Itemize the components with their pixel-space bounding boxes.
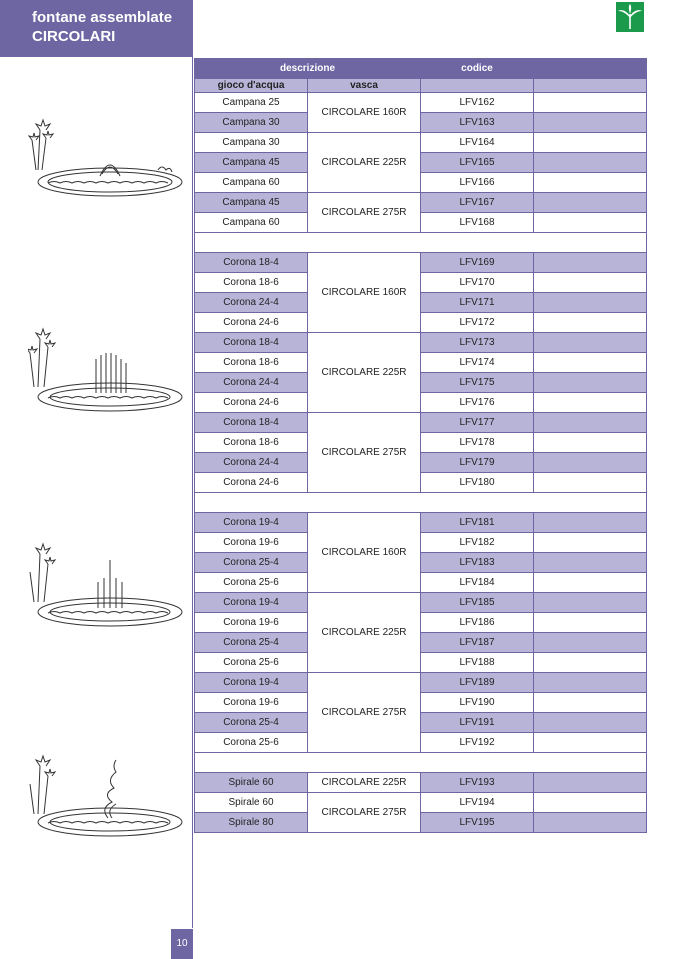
- codice-cell: LFV168: [421, 213, 534, 233]
- gioco-cell: Corona 19-6: [195, 613, 308, 633]
- table-row: [195, 553, 647, 573]
- gioco-cell: Corona 25-4: [195, 553, 308, 573]
- extra-cell: [534, 313, 647, 333]
- codice-cell: LFV187: [421, 633, 534, 653]
- codice-cell: LFV188: [421, 653, 534, 673]
- header-title: fontane assemblate: [32, 9, 173, 26]
- codice-cell: LFV167: [421, 193, 534, 213]
- gioco-cell: Corona 19-6: [195, 693, 308, 713]
- header-empty: [534, 59, 647, 79]
- spirale-fountain-illustration: [28, 752, 188, 842]
- extra-cell: [534, 373, 647, 393]
- gap-cell: [195, 233, 647, 253]
- vasca-cell: CIRCOLARE 225R: [308, 133, 421, 193]
- gioco-cell: Corona 19-6: [195, 533, 308, 553]
- table-row: [195, 133, 647, 153]
- vasca-cell: CIRCOLARE 160R: [308, 513, 421, 593]
- codice-cell: LFV176: [421, 393, 534, 413]
- vasca-cell: CIRCOLARE 225R: [308, 333, 421, 413]
- product-table: [194, 58, 647, 833]
- gioco-cell: Corona 25-6: [195, 573, 308, 593]
- codice-cell: LFV164: [421, 133, 534, 153]
- gioco-cell: Corona 18-4: [195, 333, 308, 353]
- brand-logo-icon: [616, 2, 644, 32]
- gioco-cell: Corona 24-6: [195, 393, 308, 413]
- table-header-row: [195, 59, 647, 79]
- gioco-cell: Corona 25-6: [195, 733, 308, 753]
- gap-cell: [195, 753, 647, 773]
- corona-fountain-illustration-2: [28, 542, 188, 632]
- codice-cell: LFV194: [421, 793, 534, 813]
- table-row: [195, 93, 647, 113]
- table-row: [195, 813, 647, 833]
- table-row: [195, 733, 647, 753]
- header-box: [0, 0, 193, 57]
- codice-cell: LFV163: [421, 113, 534, 133]
- extra-cell: [534, 133, 647, 153]
- extra-cell: [534, 553, 647, 573]
- vertical-rule: [192, 57, 193, 928]
- table-row: [195, 673, 647, 693]
- table-row: [195, 653, 647, 673]
- table-gap-row: [195, 493, 647, 513]
- extra-cell: [534, 693, 647, 713]
- table-row: [195, 393, 647, 413]
- codice-cell: LFV191: [421, 713, 534, 733]
- gioco-cell: Spirale 60: [195, 793, 308, 813]
- extra-cell: [534, 353, 647, 373]
- table-row: [195, 153, 647, 173]
- gioco-cell: Corona 25-4: [195, 633, 308, 653]
- gioco-cell: Corona 18-4: [195, 253, 308, 273]
- corona-fountain-illustration-1: [28, 325, 188, 415]
- table-row: [195, 533, 647, 553]
- table-row: [195, 173, 647, 193]
- vasca-cell: CIRCOLARE 225R: [308, 593, 421, 673]
- extra-cell: [534, 413, 647, 433]
- codice-cell: LFV181: [421, 513, 534, 533]
- header-descrizione: descrizione: [195, 59, 421, 79]
- table-row: [195, 633, 647, 653]
- codice-cell: LFV193: [421, 773, 534, 793]
- codice-cell: LFV173: [421, 333, 534, 353]
- extra-cell: [534, 673, 647, 693]
- table-row: [195, 773, 647, 793]
- table-row: [195, 353, 647, 373]
- gioco-cell: Campana 60: [195, 173, 308, 193]
- extra-cell: [534, 293, 647, 313]
- codice-cell: LFV190: [421, 693, 534, 713]
- extra-cell: [534, 813, 647, 833]
- vasca-cell: CIRCOLARE 275R: [308, 793, 421, 833]
- table-gap-row: [195, 233, 647, 253]
- table-row: [195, 273, 647, 293]
- extra-cell: [534, 453, 647, 473]
- table-gap-row: [195, 753, 647, 773]
- table-row: [195, 473, 647, 493]
- table-row: [195, 293, 647, 313]
- vasca-cell: CIRCOLARE 275R: [308, 413, 421, 493]
- codice-cell: LFV195: [421, 813, 534, 833]
- codice-cell: LFV180: [421, 473, 534, 493]
- vasca-cell: CIRCOLARE 160R: [308, 253, 421, 333]
- vasca-cell: CIRCOLARE 160R: [308, 93, 421, 133]
- codice-cell: LFV184: [421, 573, 534, 593]
- gioco-cell: Campana 30: [195, 133, 308, 153]
- table-row: [195, 313, 647, 333]
- extra-cell: [534, 333, 647, 353]
- extra-cell: [534, 733, 647, 753]
- gioco-cell: Corona 18-4: [195, 413, 308, 433]
- extra-cell: [534, 273, 647, 293]
- codice-cell: LFV182: [421, 533, 534, 553]
- gioco-cell: Campana 45: [195, 193, 308, 213]
- gioco-cell: Corona 18-6: [195, 433, 308, 453]
- gioco-cell: Corona 25-4: [195, 713, 308, 733]
- gioco-cell: Corona 25-6: [195, 653, 308, 673]
- codice-cell: LFV177: [421, 413, 534, 433]
- gioco-cell: Campana 60: [195, 213, 308, 233]
- table-row: [195, 613, 647, 633]
- gioco-cell: Corona 19-4: [195, 593, 308, 613]
- table-row: [195, 513, 647, 533]
- gioco-cell: Corona 24-6: [195, 313, 308, 333]
- codice-cell: LFV178: [421, 433, 534, 453]
- codice-cell: LFV175: [421, 373, 534, 393]
- extra-cell: [534, 253, 647, 273]
- gioco-cell: Corona 24-6: [195, 473, 308, 493]
- vasca-cell: CIRCOLARE 225R: [308, 773, 421, 793]
- header-codice: codice: [421, 59, 534, 79]
- extra-cell: [534, 393, 647, 413]
- gioco-cell: Corona 19-4: [195, 673, 308, 693]
- codice-cell: LFV174: [421, 353, 534, 373]
- extra-cell: [534, 533, 647, 553]
- vasca-cell: CIRCOLARE 275R: [308, 673, 421, 753]
- extra-cell: [534, 113, 647, 133]
- codice-cell: LFV172: [421, 313, 534, 333]
- extra-cell: [534, 593, 647, 613]
- extra-cell: [534, 153, 647, 173]
- extra-cell: [534, 633, 647, 653]
- codice-cell: LFV185: [421, 593, 534, 613]
- table-row: [195, 193, 647, 213]
- table-row: [195, 453, 647, 473]
- gioco-cell: Campana 45: [195, 153, 308, 173]
- table-row: [195, 333, 647, 353]
- table-row: [195, 433, 647, 453]
- header-sub-empty-2: [534, 79, 647, 93]
- table-row: [195, 713, 647, 733]
- table-row: [195, 573, 647, 593]
- codice-cell: LFV162: [421, 93, 534, 113]
- table-subheader-row: [195, 79, 647, 93]
- extra-cell: [534, 173, 647, 193]
- extra-cell: [534, 773, 647, 793]
- extra-cell: [534, 513, 647, 533]
- extra-cell: [534, 713, 647, 733]
- vasca-cell: CIRCOLARE 275R: [308, 193, 421, 233]
- extra-cell: [534, 613, 647, 633]
- codice-cell: LFV169: [421, 253, 534, 273]
- extra-cell: [534, 193, 647, 213]
- table-row: [195, 113, 647, 133]
- gioco-cell: Campana 25: [195, 93, 308, 113]
- header-vasca: vasca: [308, 79, 421, 93]
- codice-cell: LFV171: [421, 293, 534, 313]
- gioco-cell: Corona 18-6: [195, 353, 308, 373]
- codice-cell: LFV189: [421, 673, 534, 693]
- gioco-cell: Corona 18-6: [195, 273, 308, 293]
- gioco-cell: Spirale 80: [195, 813, 308, 833]
- extra-cell: [534, 793, 647, 813]
- codice-cell: LFV192: [421, 733, 534, 753]
- table-row: [195, 213, 647, 233]
- page-number: 10: [171, 929, 193, 959]
- extra-cell: [534, 93, 647, 113]
- table-row: [195, 693, 647, 713]
- header-gioco: gioco d'acqua: [195, 79, 308, 93]
- header-subtitle: CIRCOLARI: [32, 28, 116, 45]
- codice-cell: LFV183: [421, 553, 534, 573]
- table-row: [195, 793, 647, 813]
- codice-cell: LFV186: [421, 613, 534, 633]
- extra-cell: [534, 213, 647, 233]
- gioco-cell: Spirale 60: [195, 773, 308, 793]
- table-row: [195, 253, 647, 273]
- extra-cell: [534, 653, 647, 673]
- codice-cell: LFV170: [421, 273, 534, 293]
- codice-cell: LFV179: [421, 453, 534, 473]
- extra-cell: [534, 473, 647, 493]
- extra-cell: [534, 433, 647, 453]
- gioco-cell: Corona 24-4: [195, 293, 308, 313]
- table-row: [195, 593, 647, 613]
- extra-cell: [534, 573, 647, 593]
- gioco-cell: Campana 30: [195, 113, 308, 133]
- campana-fountain-illustration: [28, 110, 188, 200]
- gioco-cell: Corona 24-4: [195, 373, 308, 393]
- codice-cell: LFV166: [421, 173, 534, 193]
- table-row: [195, 373, 647, 393]
- gioco-cell: Corona 24-4: [195, 453, 308, 473]
- header-sub-empty-1: [421, 79, 534, 93]
- gioco-cell: Corona 19-4: [195, 513, 308, 533]
- codice-cell: LFV165: [421, 153, 534, 173]
- gap-cell: [195, 493, 647, 513]
- table-row: [195, 413, 647, 433]
